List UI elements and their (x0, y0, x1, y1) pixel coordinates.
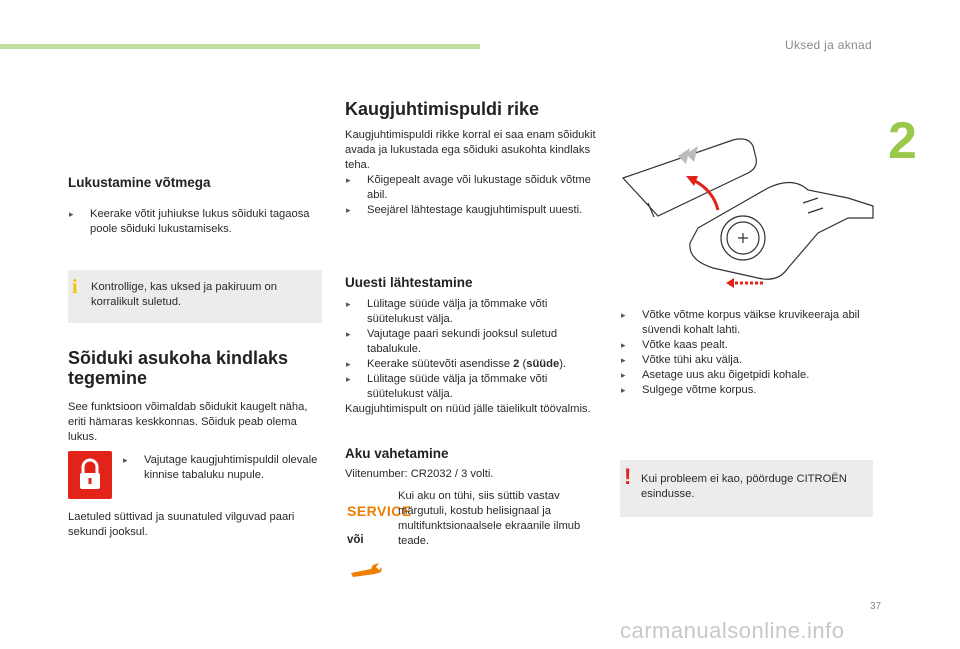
warning-text: Kui probleem ei kao, pöörduge CITROËN esindusse. (641, 473, 847, 500)
key-battery-illustration (618, 118, 878, 298)
locate-para: See funktsioon võimaldab sõidukit kaugelt näha, eriti hämaras keskkonnas. Sõiduk peab olema lukus. (68, 401, 308, 443)
closed-padlock-icon (68, 451, 112, 499)
step-bullet: ▸ Sulgege võtme korpus. (620, 383, 875, 398)
step-bullet: ▸ Asetage uus aku õigetpidi kohale. (620, 368, 875, 383)
reset-bullet-ignition (345, 357, 600, 372)
fault-para: Kaugjuhtimispuldi rikke korral ei saa enam sõidukit avada ja lukustada ega sõiduki asukohta kindlaks teha. (345, 129, 596, 171)
locate-result: Laetuled süttivad ja suunatuled vilguvad paari sekundi jooksul. (68, 511, 295, 538)
ignition-position-number: 2 (513, 358, 520, 370)
battery-section (345, 446, 600, 482)
reset-bullet: ▸ Vajutage paari sekundi jooksul suletud tabalukule. (345, 327, 600, 357)
ignition-paren-close: ). (559, 358, 567, 370)
info-text: Kontrollige, kas uksed ja pakiruum on korralikult suletud. (91, 281, 277, 308)
battery-title: Aku vahetamine (345, 446, 449, 461)
ignition-paren-open: ( (519, 358, 527, 370)
reset-bullet-text: Keerake süütevõti asendisse (367, 358, 514, 370)
reset-result: Kaugjuhtimispult on nüüd jälle täielikult töövalmis. (345, 403, 591, 415)
header-accent-bar (0, 44, 480, 49)
step-bullet: ▸ Võtke tühi aku välja. (620, 353, 875, 368)
locate-bullet-block (122, 453, 322, 483)
warning-box (620, 460, 873, 517)
locate-bullet: ▸ Vajutage kaugjuhtimispuldil olevale kinnise tabaluku nupule. (122, 453, 322, 483)
service-warning-icon: SERVICE (347, 503, 412, 519)
reset-bullet: ▸ Lülitage süüde välja ja tõmmake võti süütelukust välja. (345, 372, 600, 402)
wrench-icon (349, 561, 383, 579)
page-number: 37 (870, 601, 882, 612)
or-label: või (347, 534, 364, 546)
lock-key-title: Lukustamine võtmega (68, 175, 211, 190)
step-bullet: ▸ Võtke kaas pealt. (620, 338, 875, 353)
warning-icon: ! (624, 464, 632, 489)
info-icon: i (72, 276, 78, 298)
lock-key-bullet: ▸ Keerake võtit juhiukse lukus sõiduki tagaosa poole sõiduki lukustamiseks. (68, 207, 328, 237)
lock-key-section (68, 175, 328, 237)
fault-bullet: ▸ Seejärel lähtestage kaugjuhtimispult uuesti. (345, 203, 600, 218)
reset-bullet: ▸ Lülitage süüde välja ja tõmmake võti süütelukust välja. (345, 297, 600, 327)
fault-title: Kaugjuhtimispuldi rike (345, 99, 540, 119)
reset-title: Uuesti lähtestamine (345, 275, 473, 290)
battery-ref: Viitenumber: CR2032 / 3 volti. (345, 468, 494, 480)
step-bullet: ▸ Võtke võtme korpus väikse kruvikeeraja abil süvendi kohalt lahti. (620, 308, 875, 338)
reset-section (345, 275, 600, 417)
locate-title: Sõiduki asukoha kindlaks tegemine (68, 348, 289, 388)
info-box (68, 270, 322, 323)
chapter-number: 2 (888, 112, 917, 170)
section-title: Uksed ja aknad (785, 38, 872, 52)
battery-warning: Kui aku on tühi, siis süttib vastav märgutuli, kostub helisignaal ja multifunktsionaalsele ekraanile ilmub teade. (398, 490, 581, 547)
ignition-position-name: süüde (526, 358, 560, 370)
locate-section (68, 348, 328, 445)
fault-section (345, 99, 600, 218)
right-steps (620, 308, 875, 398)
fault-bullet: ▸ Kõigepealt avage või lukustage sõiduk võtme abil. (345, 173, 600, 203)
watermark: carmanualsonline.info (620, 618, 845, 643)
